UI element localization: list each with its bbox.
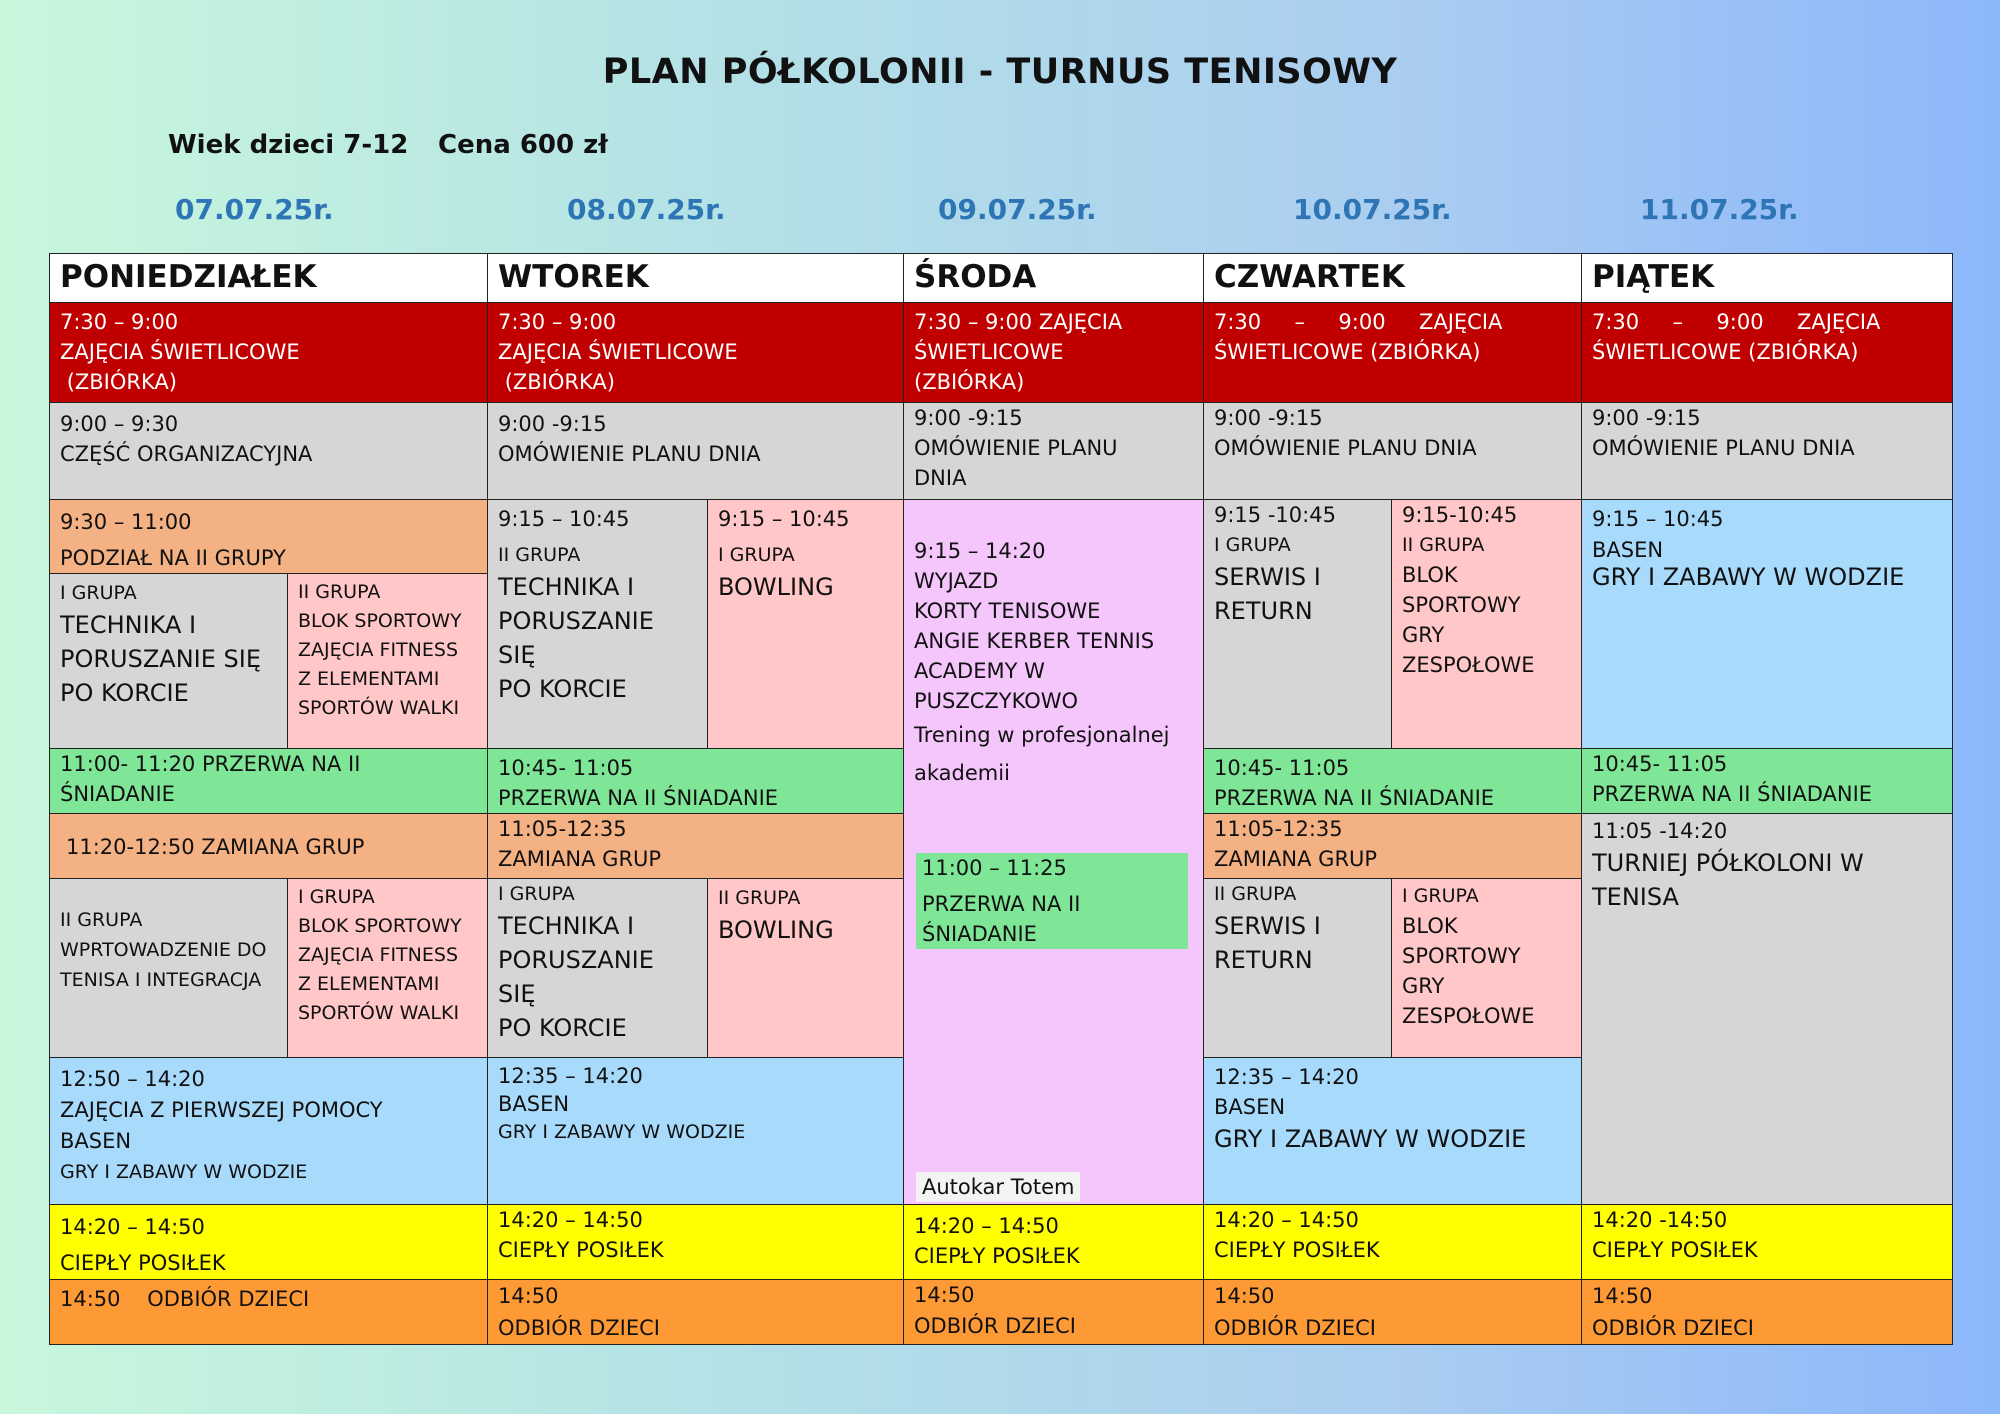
time: 12:35 – 14:20	[1214, 1065, 1359, 1089]
activity-cont: GRY	[1402, 623, 1445, 647]
note: (ZBIÓRKA)	[914, 370, 1025, 394]
tue-group1-technique	[487, 878, 709, 1059]
note: (ZBIÓRKA)	[60, 370, 177, 394]
activity: WPRTOWADZENIE DO	[60, 939, 267, 961]
time: 11:05-12:35	[498, 817, 627, 841]
time: 7:30 – 9:00	[60, 310, 179, 334]
day-header-tuesday: WTOREK	[487, 253, 905, 304]
fri-breakfast-break	[1581, 748, 1953, 815]
activity-cont: SPORTOWY	[1402, 593, 1521, 617]
activity-cont: SPORTÓW WALKI	[298, 1002, 460, 1024]
day-header-thursday: CZWARTEK	[1203, 253, 1583, 304]
group-label: II GRUPA	[1214, 883, 1297, 905]
activity: BOWLING	[718, 573, 834, 601]
activity-cont: GRY I ZABAWY W WODZIE	[60, 1161, 308, 1183]
thu-pickup	[1203, 1279, 1583, 1345]
group-label: I GRUPA	[498, 883, 575, 905]
wed-bus-note: Autokar Totem	[916, 1172, 1080, 1202]
time: 7:30 – 9:00 ZAJĘCIA	[914, 310, 1123, 334]
activity-cont: RETURN	[1214, 946, 1313, 974]
group-label: II GRUPA	[1402, 534, 1485, 556]
activity: SERWIS I	[1214, 912, 1321, 940]
time: 9:00 -9:15	[1214, 406, 1323, 430]
activity-cont: ZESPOŁOWE	[1402, 653, 1535, 677]
training-note: Trening w profesjonalnej	[914, 723, 1170, 747]
group-label: I GRUPA	[1402, 885, 1479, 907]
activity-cont: SPORTOWY	[1402, 944, 1521, 968]
time: 7:30 – 9:00 ZAJĘCIA	[1592, 310, 1881, 334]
thu-group-swap	[1203, 813, 1583, 880]
thu-morning-care	[1203, 302, 1583, 404]
activity-cont: BASEN	[60, 1129, 132, 1153]
activity-cont: ACADEMY W	[914, 659, 1045, 683]
wed-pickup	[903, 1279, 1205, 1345]
mon-organization	[49, 402, 489, 501]
activity: TURNIEJ PÓŁKOLONI W	[1592, 849, 1864, 877]
activity-cont: Z ELEMENTAMI	[298, 668, 440, 690]
time: 7:30 – 9:00	[498, 310, 617, 334]
activity-cont: PORUSZANIE SIĘ	[498, 607, 654, 669]
mon-group1-technique	[49, 573, 289, 750]
mon-group2-sport	[287, 573, 489, 750]
activity: PRZERWA NA II	[922, 892, 1081, 916]
activity: CIEPŁY POSIŁEK	[914, 1244, 1080, 1268]
activity: CIEPŁY POSIŁEK	[60, 1251, 226, 1275]
time: 11:00 – 11:25	[922, 856, 1067, 880]
fri-pool	[1581, 499, 1953, 750]
activity-cont: ZAJĘCIA FITNESS	[298, 944, 459, 966]
time: 11:05 -14:20	[1592, 819, 1728, 843]
time: 7:30 – 9:00 ZAJĘCIA	[1214, 310, 1503, 334]
day-header-wednesday: ŚRODA	[903, 253, 1205, 304]
activity-cont: GRY	[1402, 974, 1445, 998]
time: 9:00 -9:15	[498, 412, 607, 436]
tue-group2-technique	[487, 499, 709, 750]
activity: BASEN	[1592, 538, 1664, 562]
date-thursday: 10.07.25r.	[1293, 193, 1452, 226]
fri-pickup	[1581, 1279, 1953, 1345]
activity-cont: ANGIE KERBER TENNIS	[914, 629, 1155, 653]
thu-pool	[1203, 1057, 1583, 1206]
mon-group-swap	[49, 813, 489, 880]
tue-hot-meal	[487, 1204, 905, 1281]
group-label: I GRUPA	[60, 582, 137, 604]
day-header-friday: PIĄTEK	[1581, 253, 1953, 304]
activity: ODBIÓR DZIECI	[498, 1316, 660, 1340]
group-label: II GRUPA	[298, 581, 381, 603]
time: 14:50	[498, 1284, 559, 1308]
wed-hot-meal	[903, 1204, 1205, 1281]
time: 9:00 -9:15	[1592, 406, 1701, 430]
mon-group2-intro	[49, 878, 289, 1059]
activity: BLOK	[1402, 914, 1458, 938]
activity: OMÓWIENIE PLANU DNIA	[1592, 436, 1855, 460]
activity: ZAJĘCIA ŚWIETLICOWE	[498, 340, 738, 364]
activity-cont: ZAJĘCIA FITNESS	[298, 639, 459, 661]
wed-morning-care	[903, 302, 1205, 404]
note: (ZBIÓRKA)	[498, 370, 615, 394]
day-header-monday: PONIEDZIAŁEK	[49, 253, 489, 304]
time: 14:20 -14:50	[1592, 1208, 1728, 1232]
activity: ZAMIANA GRUP	[498, 847, 662, 871]
tue-group1-bowling	[707, 499, 905, 750]
group-label: I GRUPA	[1214, 534, 1291, 556]
activity-cont: GRY I ZABAWY W WODZIE	[1214, 1125, 1527, 1153]
time: 11:05-12:35	[1214, 817, 1343, 841]
activity-cont: Z ELEMENTAMI	[298, 973, 440, 995]
fri-tournament	[1581, 813, 1953, 1206]
activity: PRZERWA NA II ŚNIADANIE	[1592, 782, 1873, 806]
time: 14:20 – 14:50	[914, 1214, 1059, 1238]
activity: BLOK	[1402, 563, 1458, 587]
thu-group1-sport	[1391, 878, 1583, 1059]
group-label: I GRUPA	[298, 886, 375, 908]
time: 9:00 -9:15	[914, 406, 1023, 430]
time: 9:30 – 11:00	[60, 510, 192, 534]
activity: CIEPŁY POSIŁEK	[1592, 1238, 1758, 1262]
time: 10:45- 11:05	[498, 756, 634, 780]
activity: PRZERWA NA II ŚNIADANIE	[1214, 786, 1495, 810]
mon-hot-meal	[49, 1204, 489, 1281]
thu-plan-discussion	[1203, 402, 1583, 501]
activity-cont: PO KORCIE	[498, 675, 627, 703]
fri-plan-discussion	[1581, 402, 1953, 501]
time: 9:15 – 14:20	[914, 539, 1046, 563]
date-wednesday: 09.07.25r.	[938, 193, 1097, 226]
mon-breakfast-break	[49, 748, 489, 815]
time: 14:20 – 14:50	[60, 1215, 205, 1239]
tue-pickup	[487, 1279, 905, 1345]
activity-cont: PUSZCZYKOWO	[914, 689, 1079, 713]
time: 10:45- 11:05	[1592, 752, 1728, 776]
thu-breakfast-break	[1203, 748, 1583, 815]
activity: OMÓWIENIE PLANU DNIA	[1214, 436, 1477, 460]
activity: TECHNIKA I	[498, 573, 635, 601]
mon-first-aid-pool	[49, 1057, 489, 1206]
activity-cont: PORUSZANIE SIĘ	[498, 946, 654, 1008]
activity-cont: GRY I ZABAWY W WODZIE	[1592, 563, 1905, 591]
activity: BASEN	[498, 1092, 570, 1116]
activity: ŚWIETLICOWE	[914, 340, 1064, 364]
time: 14:50	[914, 1283, 975, 1307]
activity: ZAJĘCIA Z PIERWSZEJ POMOCY	[60, 1098, 383, 1122]
age-info: Wiek dzieci 7-12	[168, 130, 409, 160]
time: 12:50 – 14:20	[60, 1067, 205, 1091]
activity-cont: KORTY TENISOWE	[914, 599, 1101, 623]
activity: ZAJĘCIA ŚWIETLICOWE	[60, 340, 300, 364]
activity: PODZIAŁ NA II GRUPY	[60, 546, 286, 570]
activity: ODBIÓR DZIECI	[1592, 1316, 1754, 1340]
activity-cont: PO KORCIE	[498, 1014, 627, 1042]
group-label: II GRUPA	[498, 544, 581, 566]
page-title: PLAN PÓŁKOLONII - TURNUS TENISOWY	[602, 52, 1398, 92]
fri-hot-meal	[1581, 1204, 1953, 1281]
tue-breakfast-break	[487, 748, 905, 815]
thu-group2-sport	[1391, 499, 1583, 750]
activity-cont: RETURN	[1214, 597, 1313, 625]
group-label: II GRUPA	[60, 909, 143, 931]
activity-cont: SPORTÓW WALKI	[298, 697, 460, 719]
time: 14:20 – 14:50	[498, 1208, 643, 1232]
activity: BOWLING	[718, 916, 834, 944]
swap-text: 11:20-12:50 ZAMIANA GRUP	[66, 835, 365, 859]
activity: ZAMIANA GRUP	[1214, 847, 1378, 871]
activity-cont: TENISA	[1592, 883, 1679, 911]
activity: ŚWIETLICOWE (ZBIÓRKA)	[1214, 340, 1481, 364]
activity: SERWIS I	[1214, 563, 1321, 591]
date-friday: 11.07.25r.	[1640, 193, 1799, 226]
time: 14:20 – 14:50	[1214, 1208, 1359, 1232]
activity: BLOK SPORTOWY	[298, 610, 462, 632]
activity: TECHNIKA I	[60, 611, 197, 639]
time: 10:45- 11:05	[1214, 756, 1350, 780]
activity-cont: GRY I ZABAWY W WODZIE	[498, 1121, 746, 1143]
activity: OMÓWIENIE PLANU	[914, 436, 1118, 460]
tue-morning-care	[487, 302, 905, 404]
activity-cont: ŚNIADANIE	[922, 922, 1037, 946]
activity-cont: DNIA	[914, 466, 967, 490]
group-label: II GRUPA	[718, 887, 801, 909]
time: 9:15 – 10:45	[1592, 507, 1724, 531]
training-note-cont: akademii	[914, 761, 1010, 785]
activity: CIEPŁY POSIŁEK	[1214, 1238, 1380, 1262]
activity-cont: TENISA I INTEGRACJA	[60, 969, 262, 991]
activity: BASEN	[1214, 1095, 1286, 1119]
time: 9:15 -10:45	[1214, 503, 1336, 527]
activity: ŚWIETLICOWE (ZBIÓRKA)	[1592, 340, 1859, 364]
activity: TECHNIKA I	[498, 912, 635, 940]
time: 14:50	[1214, 1284, 1275, 1308]
activity: CIEPŁY POSIŁEK	[498, 1238, 664, 1262]
activity: ODBIÓR DZIECI	[1214, 1316, 1376, 1340]
tue-group2-bowling	[707, 878, 905, 1059]
activity-cont: PO KORCIE	[60, 679, 189, 707]
price-info: Cena 600 zł	[438, 130, 608, 160]
time: 9:15 – 10:45	[718, 507, 850, 531]
date-monday: 07.07.25r.	[175, 193, 334, 226]
activity: PRZERWA NA II ŚNIADANIE	[498, 786, 779, 810]
time: 9:15 – 10:45	[498, 507, 630, 531]
mon-morning-care	[49, 302, 489, 404]
tue-pool	[487, 1057, 905, 1206]
time: 9:15-10:45	[1402, 503, 1518, 527]
tue-plan-discussion	[487, 402, 905, 501]
break-text: 11:00- 11:20 PRZERWA NA II ŚNIADANIE	[60, 752, 361, 806]
tue-group-swap	[487, 813, 905, 880]
activity: OMÓWIENIE PLANU DNIA	[498, 442, 761, 466]
activity: CZĘŚĆ ORGANIZACYJNA	[60, 442, 313, 466]
mon-pickup: 14:50 ODBIÓR DZIECI	[49, 1279, 489, 1345]
date-tuesday: 08.07.25r.	[567, 193, 726, 226]
time: 14:50	[1592, 1284, 1653, 1308]
thu-group2-serve	[1203, 878, 1393, 1059]
time: 12:35 – 14:20	[498, 1064, 643, 1088]
thu-group1-serve	[1203, 499, 1393, 750]
wed-breakfast-break	[916, 853, 1188, 949]
fri-morning-care	[1581, 302, 1953, 404]
group-label: I GRUPA	[718, 544, 795, 566]
activity: ODBIÓR DZIECI	[914, 1314, 1076, 1338]
activity: WYJAZD	[914, 569, 999, 593]
mon-group-split	[49, 499, 489, 575]
activity-cont: PORUSZANIE SIĘ	[60, 645, 261, 673]
activity: BLOK SPORTOWY	[298, 915, 462, 937]
thu-hot-meal	[1203, 1204, 1583, 1281]
mon-group1-sport	[287, 878, 489, 1059]
wed-plan-discussion	[903, 402, 1205, 501]
time: 9:00 – 9:30	[60, 412, 179, 436]
wed-tennis-trip	[903, 499, 1205, 1206]
activity-cont: ZESPOŁOWE	[1402, 1004, 1535, 1028]
